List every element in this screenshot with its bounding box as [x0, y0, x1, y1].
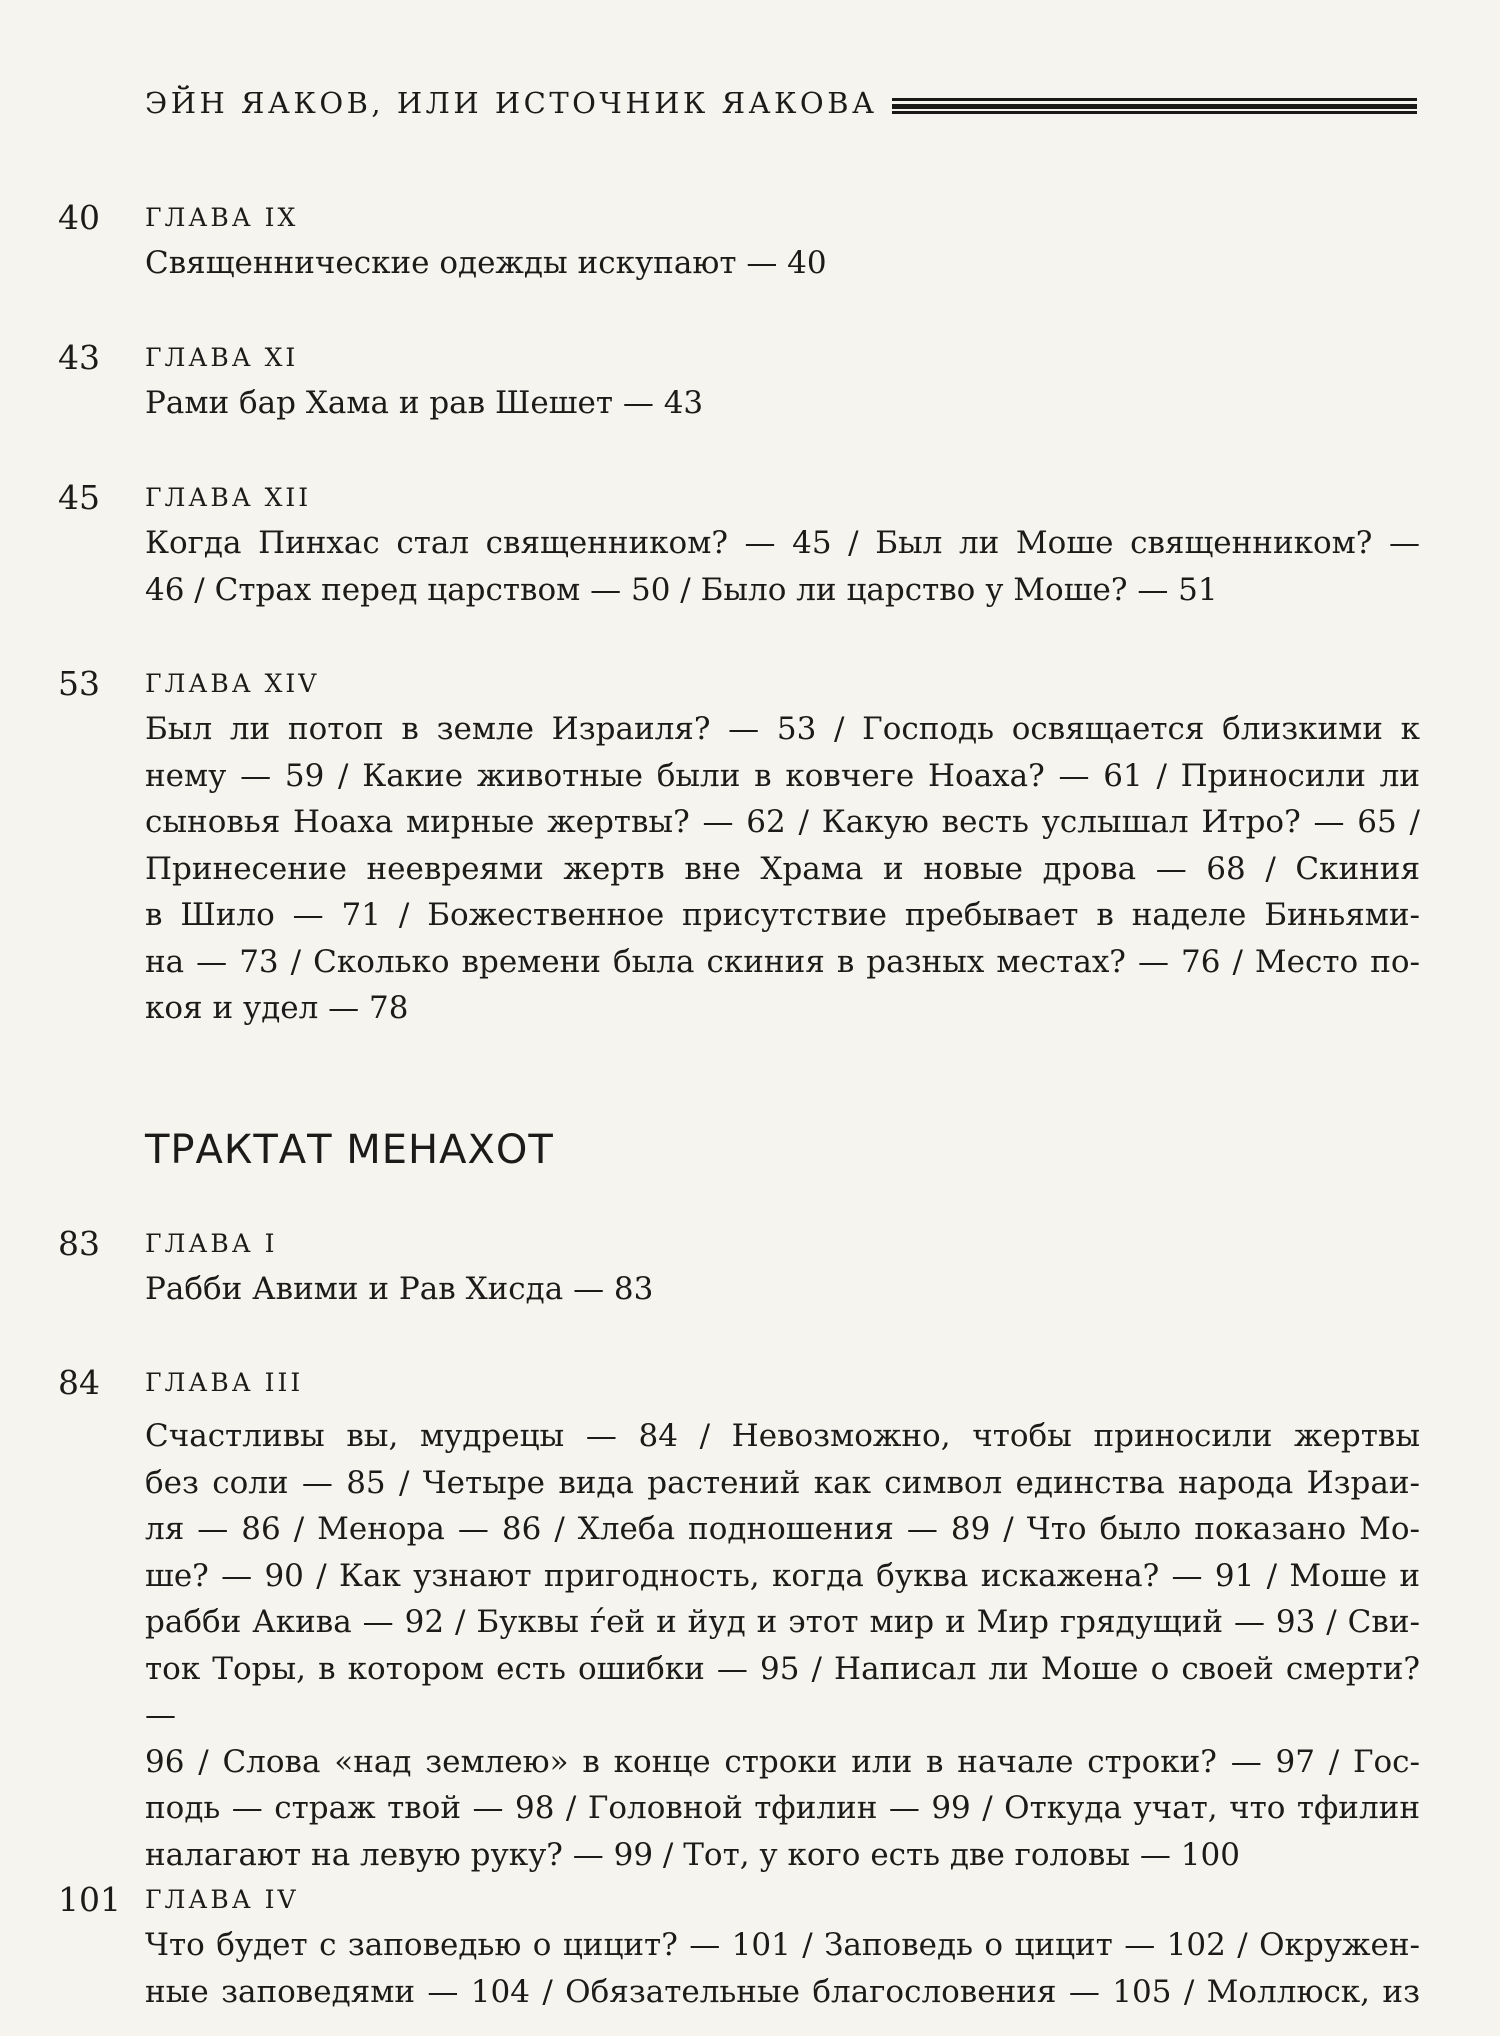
toc-line: ля — 86 / Менора — 86 / Хлеба подношения — 89 / Что было показано Мо-: [145, 1511, 1420, 1547]
header-rule: [892, 98, 1417, 114]
toc-line: Когда Пинхас стал священником? — 45 / Был ли Моше священником? —: [145, 525, 1420, 561]
toc-line: без соли — 85 / Четыре вида растений как символ единства народа Израи-: [145, 1464, 1420, 1501]
toc-line: нему — 59 / Какие животные были в ковчеге Ноаха? — 61 / Приносили ли: [145, 757, 1420, 794]
toc-line: налагают на левую руку? — 99 / Тот, у кого есть две головы — 100: [145, 1836, 1240, 1873]
toc-line: Что будет с заповедью о цицит? — 101 / Заповедь о цицит — 102 / Окружен-: [145, 1927, 1420, 1963]
toc-page-number: 84: [58, 1363, 100, 1402]
toc-line: сыновья Ноаха мирные жертвы? — 62 / Какую весть услышал Итро? — 65 /: [145, 804, 1420, 840]
toc-chapter-heading: ГЛАВА I: [145, 1229, 278, 1258]
toc-line: коя и удел — 78: [145, 990, 409, 1026]
toc-chapter-heading: ГЛАВА IX: [145, 203, 299, 232]
toc-entry-text: [145, 520, 1420, 613]
toc-chapter-heading: ГЛАВА XI: [145, 343, 299, 372]
toc-line: подь — страж твой — 98 / Головной тфилин — 99 / Откуда учат, что тфилин: [145, 1790, 1420, 1826]
toc-line: на — 73 / Сколько времени была скиния в разных местах? — 76 / Место по-: [145, 943, 1420, 980]
toc-line: 46 / Страх перед царством — 50 / Было ли царство у Моше? — 51: [145, 571, 1218, 608]
toc-entry-text: [145, 1266, 1420, 1313]
toc-line: Был ли потоп в земле Израиля? — 53 / Господь освящается близкими к: [145, 711, 1420, 747]
toc-line: Принесение неевреями жертв вне Храма и новые дрова — 68 / Скиния: [145, 850, 1420, 887]
toc-line: Священнические одежды искупают — 40: [145, 245, 827, 281]
section-title: ТРАКТАТ МЕНАХОТ: [145, 1127, 554, 1173]
toc-chapter-heading: ГЛАВА IV: [145, 1885, 299, 1914]
toc-line: Счастливы вы, мудрецы — 84 / Невозможно, чтобы приносили жертвы: [145, 1418, 1420, 1454]
toc-entry-text: [145, 380, 1420, 427]
toc-line: Рами бар Хама и рав Шешет — 43: [145, 385, 704, 421]
toc-line: в Шило — 71 / Божественное присутствие пребывает в наделе Биньями-: [145, 897, 1420, 933]
toc-page-number: 83: [58, 1224, 100, 1263]
toc-entry-text: [145, 706, 1420, 1032]
toc-line: ные заповедями — 104 / Обязательные благословения — 105 / Моллюск, из: [145, 1973, 1420, 2010]
toc-entry-text: [145, 240, 1420, 287]
toc-line: рабби Акива — 92 / Буквы ѓей и йуд и этот мир и Мир грядущий — 93 / Сви-: [145, 1604, 1420, 1640]
toc-page-number: 45: [58, 478, 100, 517]
toc-entry-text: [145, 1413, 1420, 1878]
toc-line: Рабби Авими и Рав Хисда — 83: [145, 1271, 654, 1307]
toc-chapter-heading: ГЛАВА III: [145, 1368, 304, 1397]
toc-page-number: 101: [58, 1880, 121, 1919]
toc-line: ше? — 90 / Как узнают пригодность, когда буква искажена? — 91 / Моше и: [145, 1557, 1420, 1594]
toc-entry-text: [145, 1922, 1420, 2015]
toc-chapter-heading: ГЛАВА XII: [145, 483, 312, 512]
toc-page-number: 43: [58, 338, 100, 377]
toc-chapter-heading: ГЛАВА XIV: [145, 669, 320, 698]
toc-page-number: 40: [58, 198, 100, 237]
toc-page-number: 53: [58, 664, 100, 703]
running-head: ЭЙН ЯАКОВ, ИЛИ ИСТОЧНИК ЯАКОВА: [145, 86, 878, 120]
toc-line: 96 / Слова «над землею» в конце строки или в начале строки? — 97 / Гос-: [145, 1743, 1420, 1780]
toc-line: ток Торы, в котором есть ошибки — 95 / Написал ли Моше о своей смерти? —: [145, 1650, 1420, 1733]
